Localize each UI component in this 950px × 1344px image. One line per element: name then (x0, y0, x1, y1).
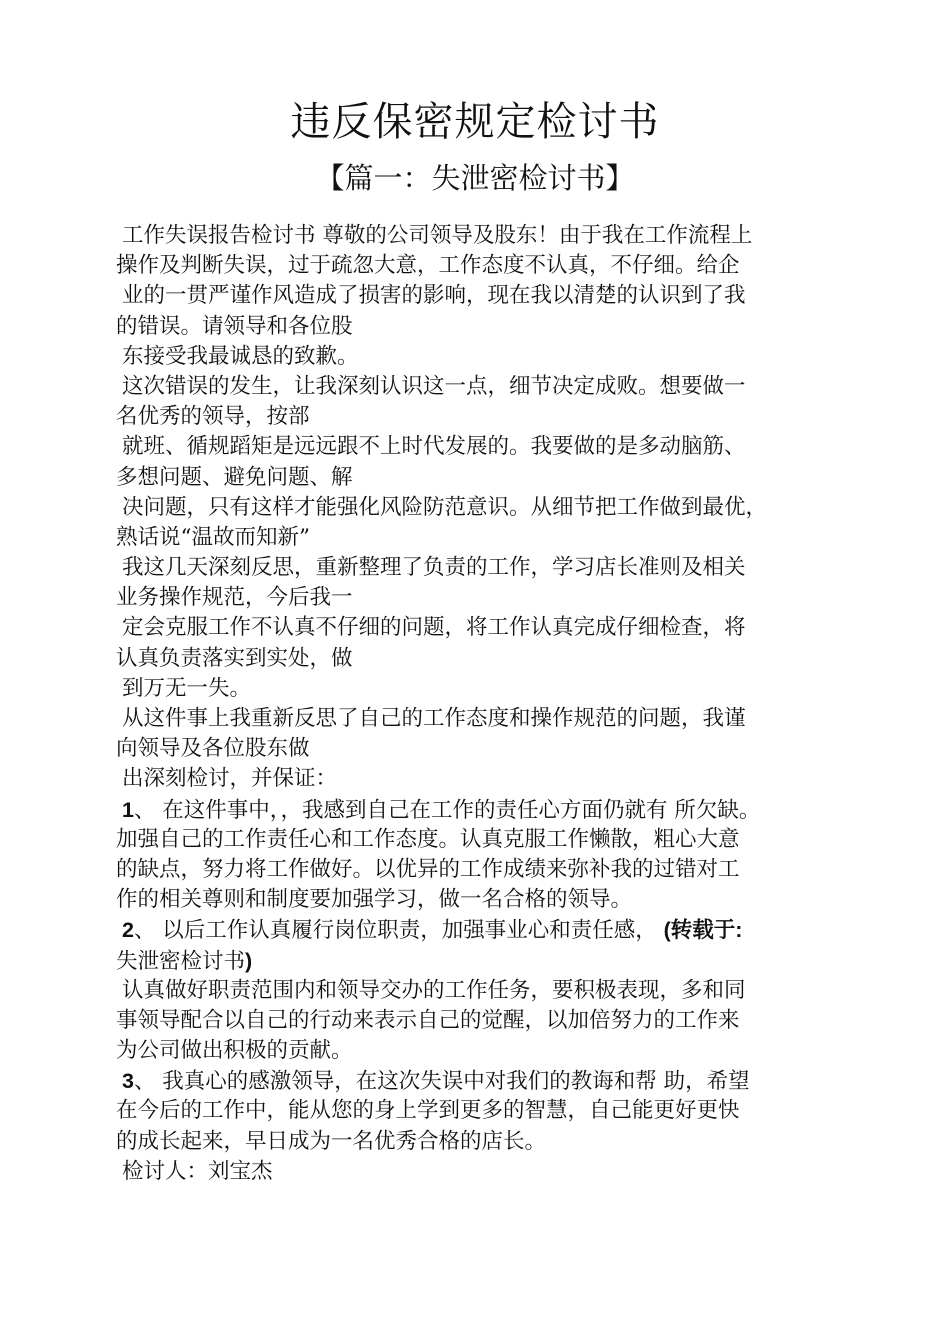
line-text: 事领导配合以自己的行动来表示自己的觉醒，以加倍努力的工作来 (116, 1007, 740, 1033)
line-text: 业的一贯严谨作风造成了损害的影响，现在我以清楚的认识到了我 (122, 283, 746, 309)
line-text: 熟话说“温故而知新” (116, 524, 310, 550)
text-line (116, 644, 856, 674)
text-line (116, 1036, 856, 1066)
text-line (116, 764, 856, 794)
line-text: 向领导及各位股东做 (116, 736, 310, 762)
text-line (116, 1066, 856, 1096)
line-text: 为公司做出积极的贡献。 (116, 1038, 353, 1064)
document-title: 违反保密规定检讨书 (290, 99, 660, 145)
text-line (116, 885, 856, 915)
line-text: 认真负责落实到实处，做 (116, 645, 353, 671)
line-text: 在今后的工作中，能从您的身上学到更多的智慧，自己能更好更快 (116, 1098, 740, 1124)
text-line (116, 734, 856, 764)
line-text: 的缺点，努力将工作做好。以优异的工作成绩来弥补我的过错对工 (116, 856, 740, 882)
document-subtitle: 【篇一：失泄密检讨书】 (315, 161, 635, 195)
line-text: 操作及判断失误，过于疏忽大意，工作态度不认真，不仔细。给企 (116, 253, 740, 279)
text-line (116, 402, 856, 432)
text-line (116, 1006, 856, 1036)
line-text: 业务操作规范，今后我一 (116, 585, 353, 611)
line-text: 决问题，只有这样才能强化风险防范意识。从细节把工作做到最优， (122, 494, 768, 520)
line-text: 失泄密检讨书 (116, 948, 246, 974)
line-text: 我这几天深刻反思，重新整理了负责的工作，学习店长准则及相关 (122, 555, 746, 581)
text-line (116, 704, 856, 734)
line-text: 就班、循规蹈矩是远远跟不上时代发展的。我要做的是多动脑筋、 (122, 434, 746, 460)
line-text: 东接受我最诚恳的致歉。 (122, 343, 359, 369)
line-text: 定会克服工作不认真不仔细的问题，将工作认真完成仔细检查，将 (122, 615, 746, 641)
text-line (116, 342, 856, 372)
text-line (116, 312, 856, 342)
text-line (116, 915, 856, 945)
text-line (116, 372, 856, 402)
line-text: 认真做好职责范围内和领导交办的工作任务，要积极表现，多和同 (122, 977, 746, 1003)
line-text: 、 我真心的感激领导，在这次失误中对我们的教诲和帮 助，希望 (133, 1069, 750, 1095)
text-line (116, 976, 856, 1006)
line-text: 、 在这件事中，，我感到自己在工作的责任心方面仍就有 所欠缺。 (133, 797, 761, 823)
text-line (116, 1096, 856, 1126)
line-text: 出深刻检讨，并保证： (122, 766, 338, 792)
line-text: 从这件事上我重新反思了自己的工作态度和操作规范的问题，我谨 (122, 706, 746, 731)
text-line (116, 1157, 856, 1187)
line-text: 这次错误的发生，让我深刻认识这一点，细节决定成败。想要做一 (122, 373, 746, 399)
text-line (116, 221, 856, 251)
text-line (116, 523, 856, 553)
text-line (116, 825, 856, 855)
line-text: 的成长起来，早日成为一名优秀合格的店长。 (116, 1128, 547, 1154)
text-line (116, 251, 856, 281)
line-text: 到万无一失。 (122, 675, 252, 701)
line-tail: ) (245, 948, 253, 973)
document-body (116, 221, 856, 1187)
text-line (116, 281, 856, 311)
text-line (116, 432, 856, 462)
text-line (116, 795, 856, 825)
line-text: 检讨人：刘宝杰 (122, 1158, 273, 1184)
text-line (116, 493, 856, 523)
line-text: 作的相关尊则和制度要加强学习，做一名合格的领导。 (116, 887, 633, 913)
line-text: 加强自己的工作责任心和工作态度。认真克服工作懒散，粗心大意 (116, 826, 740, 852)
text-line (116, 463, 856, 493)
text-line (116, 1127, 856, 1157)
line-text: 、 以后工作认真履行岗位职责，加强事业心和责任感， (133, 918, 664, 944)
text-line (116, 583, 856, 613)
text-line (116, 553, 856, 583)
text-line (116, 613, 856, 643)
list-number: 2 (122, 918, 134, 943)
list-number: 3 (122, 1069, 134, 1094)
text-line (116, 674, 856, 704)
line-text: 名优秀的领导，按部 (116, 404, 310, 430)
line-text: 工作失误报告检讨书 尊敬的公司领导及股东！由于我在工作流程上 (122, 223, 753, 248)
list-number: 1 (122, 797, 134, 822)
line-text: 的错误。请领导和各位股 (116, 313, 353, 339)
line-tail: (转载于: (663, 918, 743, 943)
text-line (116, 946, 856, 976)
line-text: 多想问题、避免问题、解 (116, 464, 353, 490)
text-line (116, 855, 856, 885)
